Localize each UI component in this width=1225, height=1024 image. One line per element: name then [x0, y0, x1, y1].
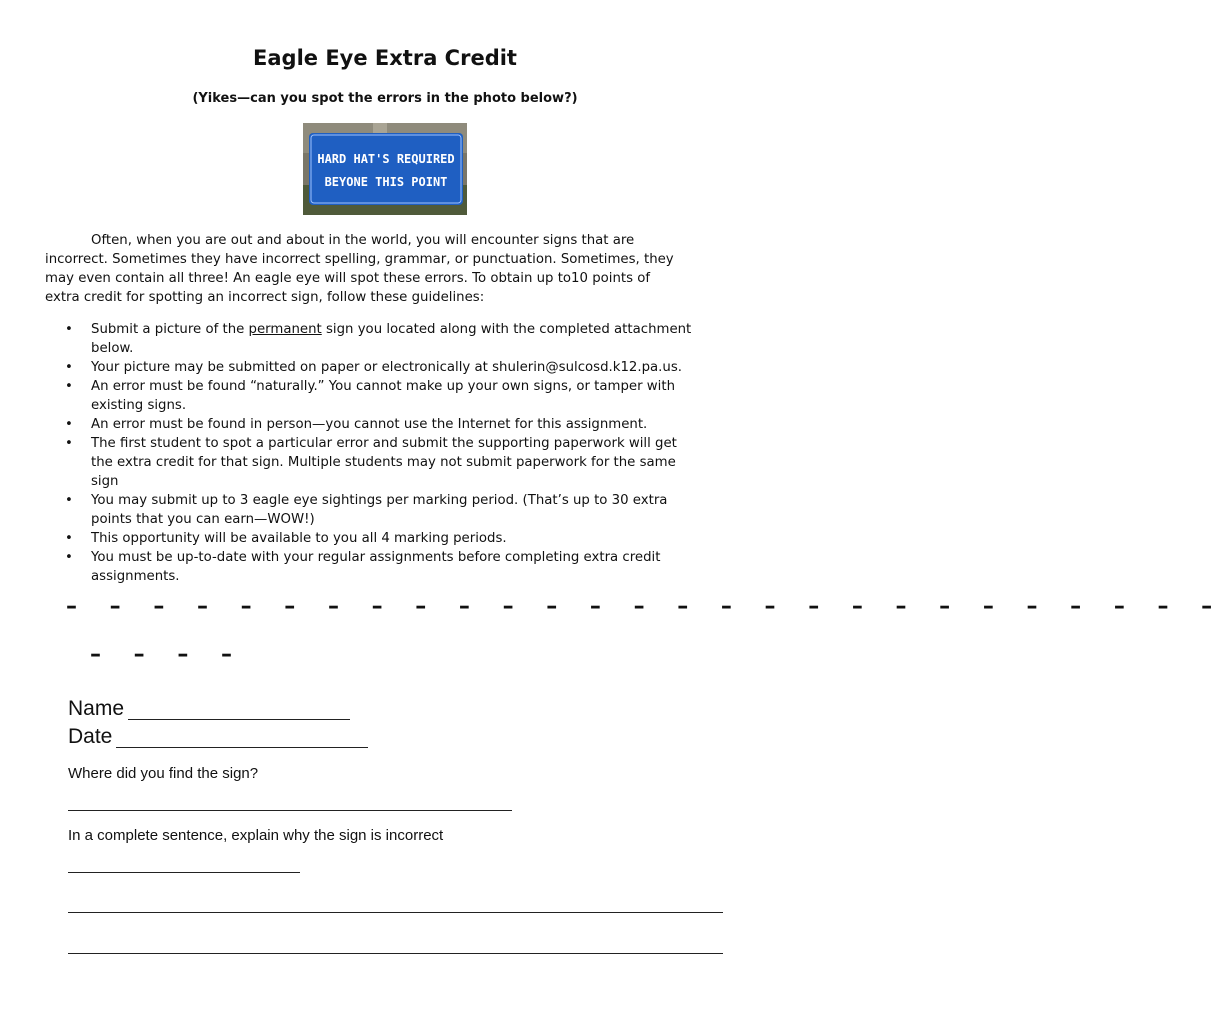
- intro-line: Often, when you are out and about in the world, you will encounter signs that are: [91, 233, 635, 248]
- guideline-text-cont: below.: [91, 341, 134, 356]
- guideline-text-cont: points that you can earn—WOW!): [91, 512, 315, 527]
- bullet-icon: •: [65, 417, 73, 432]
- name-field-line[interactable]: [128, 719, 350, 720]
- sign-text-line-1: HARD HAT'S REQUIRED: [317, 152, 455, 166]
- guideline-item: [45, 434, 735, 491]
- sign-panel: [309, 133, 463, 205]
- bullet-icon: •: [65, 379, 73, 394]
- bullet-icon: •: [65, 322, 73, 337]
- guideline-item: [45, 358, 735, 377]
- sign-photo: [303, 123, 467, 215]
- guideline-item: [45, 320, 735, 358]
- intro-line: may even contain all three! An eagle eye will spot these errors. To obtain up to10 points of: [45, 271, 651, 286]
- guideline-text-cont: sign: [91, 474, 119, 489]
- cut-line-continued: – – – –: [90, 642, 245, 667]
- guideline-item: [45, 415, 735, 434]
- date-label: Date: [68, 725, 113, 748]
- intro-line: extra credit for spotting an incorrect sign, follow these guidelines:: [45, 290, 485, 305]
- bullet-icon: •: [65, 550, 73, 565]
- intro-line: incorrect. Sometimes they have incorrect spelling, grammar, or punctuation. Sometimes, they: [45, 252, 674, 267]
- bullet-icon: •: [65, 493, 73, 508]
- explain-answer-line-1[interactable]: [68, 872, 300, 873]
- explain-answer-line-3[interactable]: [68, 953, 723, 954]
- guidelines-list: [45, 320, 735, 586]
- explain-answer-line-2[interactable]: [68, 912, 723, 913]
- guideline-text: You must be up-to-date with your regular assignments before completing extra credit: [91, 550, 661, 565]
- cut-line: – – – – – – – – – – – – – – – – – – – – – – – – – – –: [66, 594, 1225, 619]
- sign-photo-drawing: [303, 123, 467, 215]
- guideline-item: [45, 548, 735, 586]
- emphasis-text: permanent: [248, 322, 322, 337]
- document-subtitle: (Yikes—can you spot the errors in the photo below?): [192, 91, 578, 106]
- guideline-text: This opportunity will be available to you all 4 marking periods.: [91, 531, 507, 546]
- where-question: Where did you find the sign?: [68, 765, 259, 782]
- bullet-icon: •: [65, 531, 73, 546]
- guideline-item: [45, 491, 735, 529]
- guideline-item: [45, 529, 735, 548]
- guideline-text-cont: existing signs.: [91, 398, 187, 413]
- intro-paragraph: [45, 231, 720, 307]
- guideline-text: You may submit up to 3 eagle eye sightings per marking period. (That’s up to 30 extra: [91, 493, 668, 508]
- sign-text-line-2: BEYONE THIS POINT: [324, 175, 448, 189]
- guideline-text-cont: assignments.: [91, 569, 180, 584]
- name-label: Name: [68, 697, 125, 720]
- guideline-text: The first student to spot a particular error and submit the supporting paperwork will get: [91, 436, 677, 451]
- document-title: Eagle Eye Extra Credit: [253, 46, 517, 70]
- guideline-item: [45, 377, 735, 415]
- guideline-text: An error must be found in person—you cannot use the Internet for this assignment.: [91, 417, 648, 432]
- guideline-text: Your picture may be submitted on paper or electronically at shulerin@sulcosd.k12.pa.us.: [91, 360, 682, 375]
- bullet-icon: •: [65, 360, 73, 375]
- guideline-text-cont: the extra credit for that sign. Multiple students may not submit paperwork for the same: [91, 455, 676, 470]
- guideline-text: An error must be found “naturally.” You cannot make up your own signs, or tamper with: [91, 379, 675, 394]
- where-answer-line[interactable]: [68, 810, 512, 811]
- explain-prompt: In a complete sentence, explain why the sign is incorrect: [68, 827, 444, 844]
- date-field-line[interactable]: [116, 747, 368, 748]
- bullet-icon: •: [65, 436, 73, 451]
- guideline-text: Submit a picture of the permanent sign you located along with the completed attachment: [91, 322, 692, 337]
